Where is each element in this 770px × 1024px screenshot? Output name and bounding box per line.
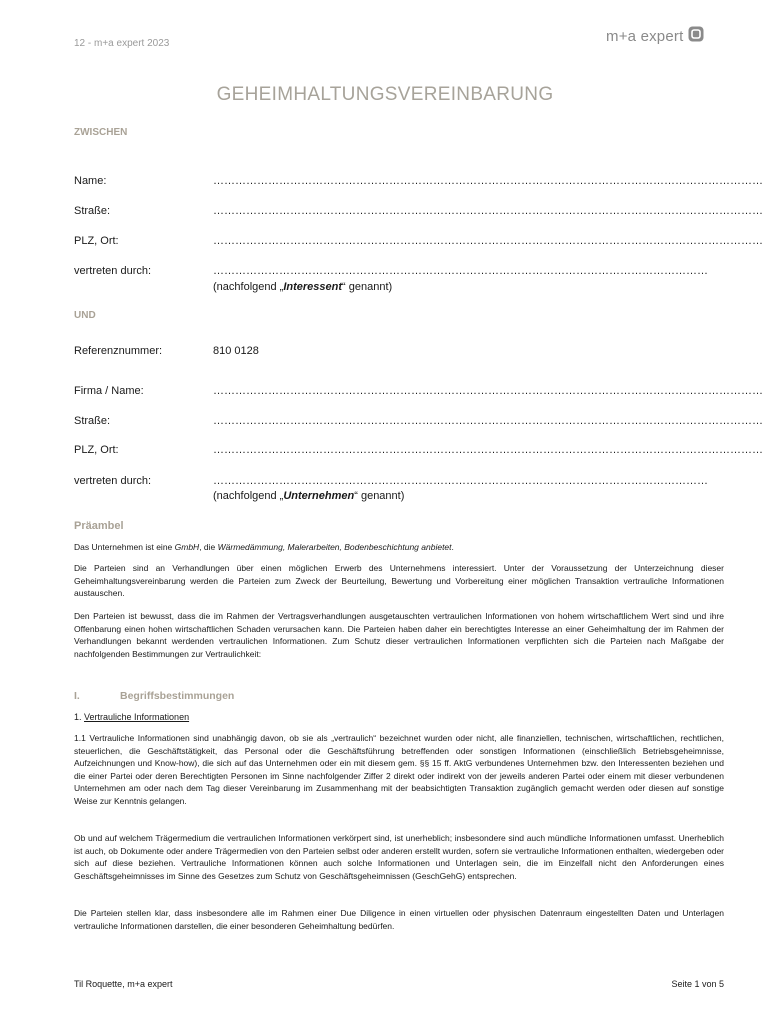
- interessent-term: Interessent: [283, 281, 343, 293]
- zwischen-label: ZWISCHEN: [74, 127, 128, 138]
- firma-field[interactable]: ……………………………………………………………………………………………………………………………………: [213, 385, 763, 397]
- vertreten-label: vertreten durch:: [74, 265, 152, 277]
- strasse2-field[interactable]: ……………………………………………………………………………………………………………………………………: [213, 415, 763, 427]
- name-label: Name:: [74, 175, 107, 187]
- section-title: Begriffsbestimmungen: [120, 690, 235, 702]
- unternehmen-designation: (nachfolgend „Unternehmen“ genannt): [213, 490, 405, 502]
- referenz-label: Referenznummer:: [74, 345, 163, 357]
- praeambel-paragraph-3: Den Parteien ist bewusst, dass die im Rahmen der Vertragsverhandlungen ausgetauschten vertraulichen Informationen von hohem wirtschaftlichem Wert sind und ihre Offenbarung einen hohen wirtschaftlichen Schaden verursachen kann. Die Parteien haben daher ein berechtigtes Interesse an einer Geheimhaltung der im Rahmen der Verhandlungen bekannt werdenden vertraulichen Informationen. Zum Schutz dieser vertraulichen Informationen verpflichten sich die Parteien nach Maßgabe der nachfolgenden Bestimmungen zur Vertraulichkeit:: [74, 611, 724, 659]
- strasse2-label: Straße:: [74, 415, 111, 427]
- plz2-field[interactable]: ……………………………………………………………………………………………………………………………………: [213, 444, 763, 456]
- section-paragraph-3: Die Parteien stellen klar, dass insbesondere alle im Rahmen einer Due Diligence in einen virtuellen oder physischen Datenraum eingestellten Daten und Unterlagen vertrauliche Informationen darstellen, die einer besonderen Geheimhaltung bedürfen.: [74, 908, 724, 931]
- interessent-designation: (nachfolgend „Interessent“ genannt): [213, 281, 393, 293]
- plz2-label: PLZ, Ort:: [74, 444, 119, 456]
- company-logo: [606, 26, 704, 47]
- referenz-value: 810 0128: [213, 345, 259, 357]
- vertreten-field[interactable]: ………………………………………………………………………………………………………………………: [213, 265, 708, 277]
- subsection-heading: 1. Vertrauliche Informationen: [74, 712, 190, 722]
- unternehmen-term: Unternehmen: [283, 490, 355, 502]
- praeambel-heading: Präambel: [74, 520, 124, 532]
- section-paragraph-1: 1.1 Vertrauliche Informationen sind unabhängig davon, ob sie als „vertraulich“ bezeichnet wurden oder nicht, alle finanziellen, technischen, wirtschaftlichen, rechtlichen, steuerlichen, die Geschäftstätigkeit, das Personal oder die Geschäftsführung betreffenden oder sonstigen Informationen (einschließlich Betriebsgeheimnisse, Aufzeichnungen und Know-how), die sich auf das Unternehmen oder ein mit diesem gem. §§ 15 ff. AktG verbundenes Unternehmen bzw. den Interessenten beziehen und die einer Partei oder deren Berechtigten Personen im Sinne nachfolgender Ziffer 2 direkt oder indirekt von der jeweils anderen Partei oder einem mit dieser verbundenen Unternehmen am oder nach dem Tag dieser Vereinbarung im Zusammenhang mit der beabsichtigten Transaktion zugänglich gemacht werden oder diesen auf sonstige Weise zur Kenntnis gelangen.: [74, 733, 724, 806]
- section-number: I.: [74, 690, 80, 702]
- plz-label: PLZ, Ort:: [74, 235, 119, 247]
- strasse-label: Straße:: [74, 205, 111, 217]
- logo-mark-icon: [688, 26, 704, 47]
- footer-author: Til Roquette, m+a expert: [74, 979, 173, 989]
- praeambel-paragraph-1: Das Unternehmen ist eine GmbH, die Wärmedämmung, Malerarbeiten, Bodenbeschichtung anbietet.: [74, 542, 454, 552]
- document-title: GEHEIMHALTUNGSVEREINBARUNG: [216, 84, 554, 105]
- section-paragraph-2: Ob und auf welchem Trägermedium die vertraulichen Informationen verkörpert sind, ist unerheblich; insbesondere sind auch mündliche Informationen umfasst. Unerheblich ist auch, ob Dokumente oder andere Trägermedien von den Parteien selbst oder anderen erstellt wurden, sofern sie vertrauliche Informationen enthalten, wiedergeben oder sich auf diese beziehen. Vertrauliche Informationen können auch solche Informationen und Unterlagen sein, die im Einzelfall nicht den Anforderungen eines Geschäftsgeheimnisses im Sinne des Gesetzes zum Schutz von Geschäftsgeheimnissen (GeschGehG) entsprechen.: [74, 833, 724, 881]
- und-label: UND: [74, 310, 96, 321]
- strasse-field[interactable]: ……………………………………………………………………………………………………………………………………: [213, 205, 763, 217]
- name-field[interactable]: ……………………………………………………………………………………………………………………………………: [213, 175, 763, 187]
- firma-label: Firma / Name:: [74, 385, 144, 397]
- praeambel-paragraph-2: Die Parteien sind an Verhandlungen über einen möglichen Erwerb des Unternehmens interessiert. Unter der Voraussetzung der Unterzeichnung dieser Geheimhaltungsvereinbarung werden die Parteien zum Zweck der Beurteilung, Bewertung und Vorbereitung einer möglichen Transaktion vertrauliche Informationen austauschen.: [74, 563, 724, 598]
- vertreten2-field[interactable]: ………………………………………………………………………………………………………………………: [213, 475, 708, 487]
- footer-page-number: Seite 1 von 5: [671, 979, 724, 989]
- header-reference: 12 - m+a expert 2023: [74, 38, 170, 49]
- plz-field[interactable]: ……………………………………………………………………………………………………………………………………: [213, 235, 763, 247]
- vertreten2-label: vertreten durch:: [74, 475, 152, 487]
- logo-text: m+a expert: [606, 28, 684, 45]
